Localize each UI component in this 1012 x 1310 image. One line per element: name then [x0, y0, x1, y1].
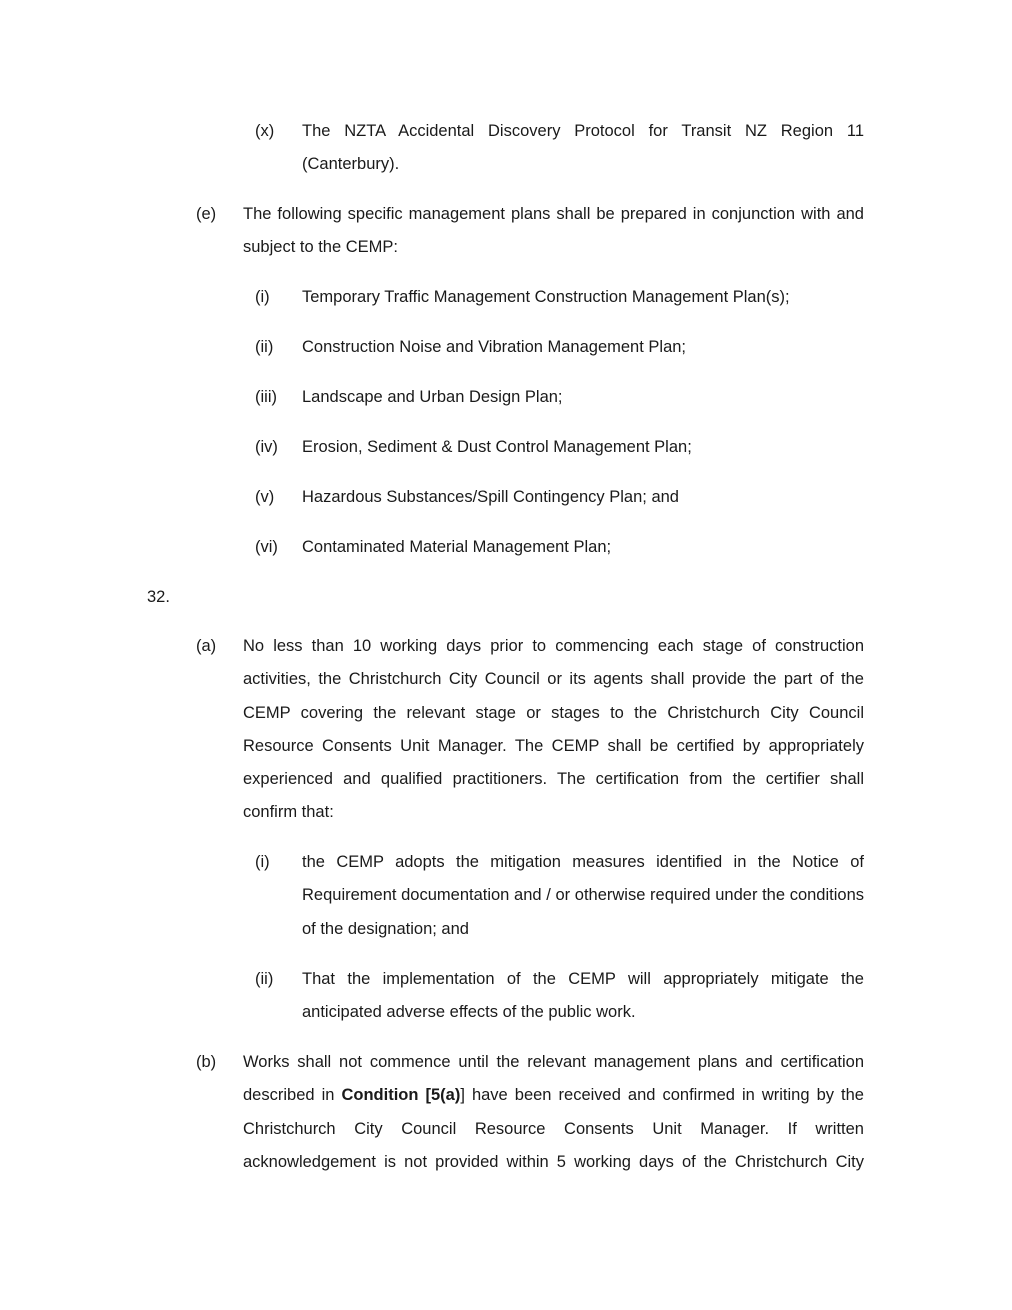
item-x-text: The NZTA Accidental Discovery Protocol for Transit NZ Region 11 (Canterbury).	[302, 122, 864, 174]
item-a-sub-1-text: the CEMP adopts the mitigation measures identified in the Notice of Requirement documentation and / or otherwise required under the conditions of the designation; and	[302, 853, 864, 938]
item-e-label: (e)	[196, 205, 217, 223]
condition-reference: Condition [5(a)	[341, 1086, 461, 1105]
item-e-sub-4-label: (iv)	[255, 438, 278, 456]
item-b-text	[243, 1046, 864, 1179]
item-a-sub-2-label: (ii)	[255, 970, 274, 988]
item-a-text: No less than 10 working days prior to commencing each stage of construction activities, the Christchurch City Council or its agents shall provide the part of the CEMP covering the relevant stage or stages to the Christchurch City Council Resource Consents Unit Manager. The CEMP shall be certified by appropriately experienced and qualified practitioners. The certification from the certifier shall confirm that:	[243, 637, 864, 822]
item-e-sub-3-text: Landscape and Urban Design Plan;	[302, 388, 563, 406]
item-b-text-before: Works shall not commence until the relevant management plans and certification described in	[243, 1053, 864, 1105]
item-e-text: The following specific management plans shall be prepared in conjunction with and subject to the CEMP:	[243, 205, 864, 257]
item-e-sub-4-text: Erosion, Sediment & Dust Control Management Plan;	[302, 438, 692, 456]
item-e-sub-2-label: (ii)	[255, 338, 274, 356]
item-e-sub-5-text: Hazardous Substances/Spill Contingency Plan; and	[302, 488, 679, 506]
item-a-label: (a)	[196, 637, 217, 655]
item-e-sub-1-label: (i)	[255, 288, 270, 306]
item-e-sub-1-text: Temporary Traffic Management Construction Management Plan(s);	[302, 288, 790, 306]
item-x-label: (x)	[255, 122, 275, 140]
item-b-text-after: ] have been received and confirmed in writing by the Christchurch City Council Resource Consents Unit Manager. If written acknowledgement is not provided within 5 working days of the Christchurch City	[243, 1086, 864, 1171]
item-e-sub-2-text: Construction Noise and Vibration Management Plan;	[302, 338, 687, 356]
item-e-sub-5-label: (v)	[255, 488, 275, 506]
item-e-sub-6-label: (vi)	[255, 538, 278, 556]
item-e-sub-3-label: (iii)	[255, 388, 277, 406]
item-b-label: (b)	[196, 1053, 217, 1071]
item-e-sub-6-text: Contaminated Material Management Plan;	[302, 538, 612, 556]
clause-number: 32.	[147, 588, 170, 606]
item-a-sub-2-text: That the implementation of the CEMP will appropriately mitigate the anticipated adverse effects of the public work.	[302, 970, 864, 1022]
item-a-sub-1-label: (i)	[255, 853, 270, 871]
